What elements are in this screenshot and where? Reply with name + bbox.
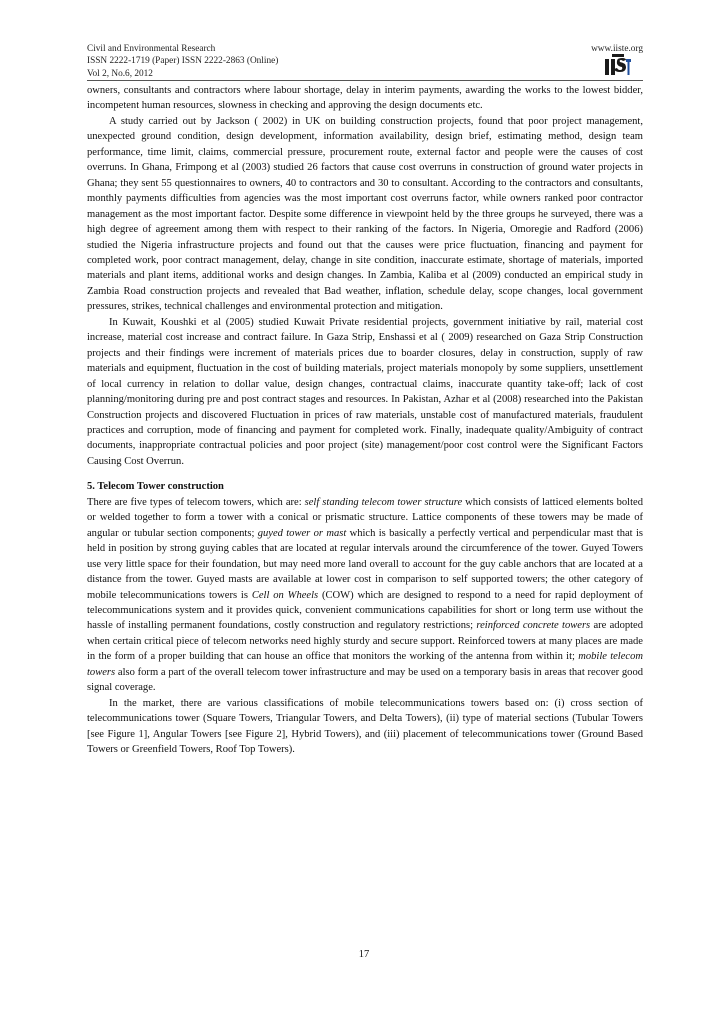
text-run: (COW) which are designed to respond to a need for rapid deployment of telecommunications system and it provides quick, convenient communications capabilities for short or long term use without the hassle of installing permanent foundations, costly construction and regulatory restrictions; xyxy=(87,589,643,632)
text-run: There are five types of telecom towers, which are: xyxy=(87,496,305,508)
term-self-standing: self standing telecom tower structure xyxy=(304,496,463,508)
iiste-logo xyxy=(604,54,632,76)
page-number: 17 xyxy=(358,949,370,960)
section-heading-telecom: 5. Telecom Tower construction xyxy=(87,481,224,493)
term-mobile-telecom: mobile telecom towers xyxy=(87,651,643,678)
journal-name: Civil and Environmental Research xyxy=(87,44,216,54)
running-header xyxy=(87,43,643,80)
text-run: which consists of latticed elements bolted or welded together to form a tower with a conical or prismatic structure. Lattice components of these towers may be made of angular or tubular section components; xyxy=(87,496,643,539)
article-body xyxy=(87,83,643,757)
term-reinforced-concrete: reinforced concrete towers xyxy=(476,620,591,632)
header-rule xyxy=(87,80,643,81)
issn-line: ISSN 2222-1719 (Paper) ISSN 2222-2863 (Online) xyxy=(87,56,279,67)
paragraph-tower-types xyxy=(87,495,643,696)
paragraph-jackson: A study carried out by Jackson ( 2002) in UK on building construction projects, found that poor project management, unexpected ground condition, design development, information availability, design brief, estimating method, design team performance, time limit, claims, commercial pressure, procurement route, external factor and people were the causes of cost overruns. In Ghana, Frimpong et al (2003) studied 26 factors that cause cost overruns in construction of ground water projects in Ghana; they sent 55 questionnaires to owners, 40 to contractors and 30 to consultant. According to the contractors and consultants, monthly payments difficulties from agencies was the most important cost overruns factor, while owners ranked poor contractor management as the most important factor. Despite some difference in viewpoint held by the three groups he surveyed, there was a high degree of agreement among them with respect to their ranking of the factors. In Nigeria, Omoregie and Radford (2006) studied the Nigeria infrastructure projects and found out that the causes were price fluctuation, financing and payment for completed work, poor contract management, delay, change in site condition, inaccurate estimate, shortage of materials, imported materials and plant items, additional works and design changes. In Zambia, Kaliba et al (2009) conducted an empirical study in Zambia Road construction projects and revealed that Bad weather, inflation, schedule delay, scope changes, local government pressures, strikes, technical challenges and environmental protection and mitigation. xyxy=(87,115,643,313)
term-guyed-tower: guyed tower or mast xyxy=(257,527,347,539)
text-run: are adopted when certain critical piece of telecom networks need highly sturdy and secure support. Reinforced towers at many places are made in the form of a proper building that can house an office that monitors the working of the antenna from within it; xyxy=(87,620,643,663)
journal-url[interactable]: www.iiste.org xyxy=(591,44,643,54)
text-run: which is basically a perfectly vertical and perpendicular mast that is held in position by strong guying cables that are located at regular intervals around the circumference of the tower. Guyed Towers use very little space for their foundation, but may need more land overall to account for the guy cable anchors that are located at a distance from the tower. Guyed masts are available at lower cost in comparison to self supported towers; the other category of mobile telecommunications towers is xyxy=(87,527,643,601)
paragraph-classifications: In the market, there are various classifications of mobile telecommunications towers based on: (i) cross section of telecommunications tower (Square Towers, Triangular Towers, and Delta Towers), (ii) type of material sections (Tubular Towers [see Figure 1], Angular Towers [see Figure 2], Hybrid Towers), and (iii) placement of telecommunications tower (Ground Based Towers or Greenfield Towers, Roof Top Towers). xyxy=(87,697,643,756)
paragraph-kuwait: In Kuwait, Koushki et al (2005) studied Kuwait Private residential projects, government initiative by rail, material cost increase, material cost increase and contract failure. In Gaza Strip, Enshassi et al ( 2009) researched on Gaza Strip Construction projects and their findings were increment of materials prices due to boarder closures, delay in construction, supply of raw materials and equipment, fluctuation in the cost of building materials, project materials monopoly by some suppliers, unsettlement of local currency in relation to dollar value, design changes, contractual claims, inaccurate quantity take-off; lack of cost planning/monitoring during pre and post contract stages and resources. In Pakistan, Azhar et al (2008) researched into the Pakistan Construction projects and discovered Fluctuation in prices of raw materials, unstable cost of manufactured materials, fraudulent practices and corruption, mode of financing and payment for completed work. Finally, inadequate quality/Ambiguity of contract documents, inappropriate contractual policies and poor project (site) management/poor cost control were the Significant Factors Causing Cost Overrun. xyxy=(87,316,643,467)
term-cell-on-wheels: Cell on Wheels xyxy=(251,589,319,601)
volume-line: Vol 2, No.6, 2012 xyxy=(87,68,153,79)
paragraph-continued: owners, consultants and contractors where labour shortage, delay in interim payments, awarding the works to the lowest bidder, incompetent human resources, slowness in checking and approving the design documents etc. xyxy=(87,85,643,112)
text-run: also form a part of the overall telecom tower infrastructure and may be used on a temporary basis in areas that recover good signal coverage. xyxy=(87,666,643,694)
